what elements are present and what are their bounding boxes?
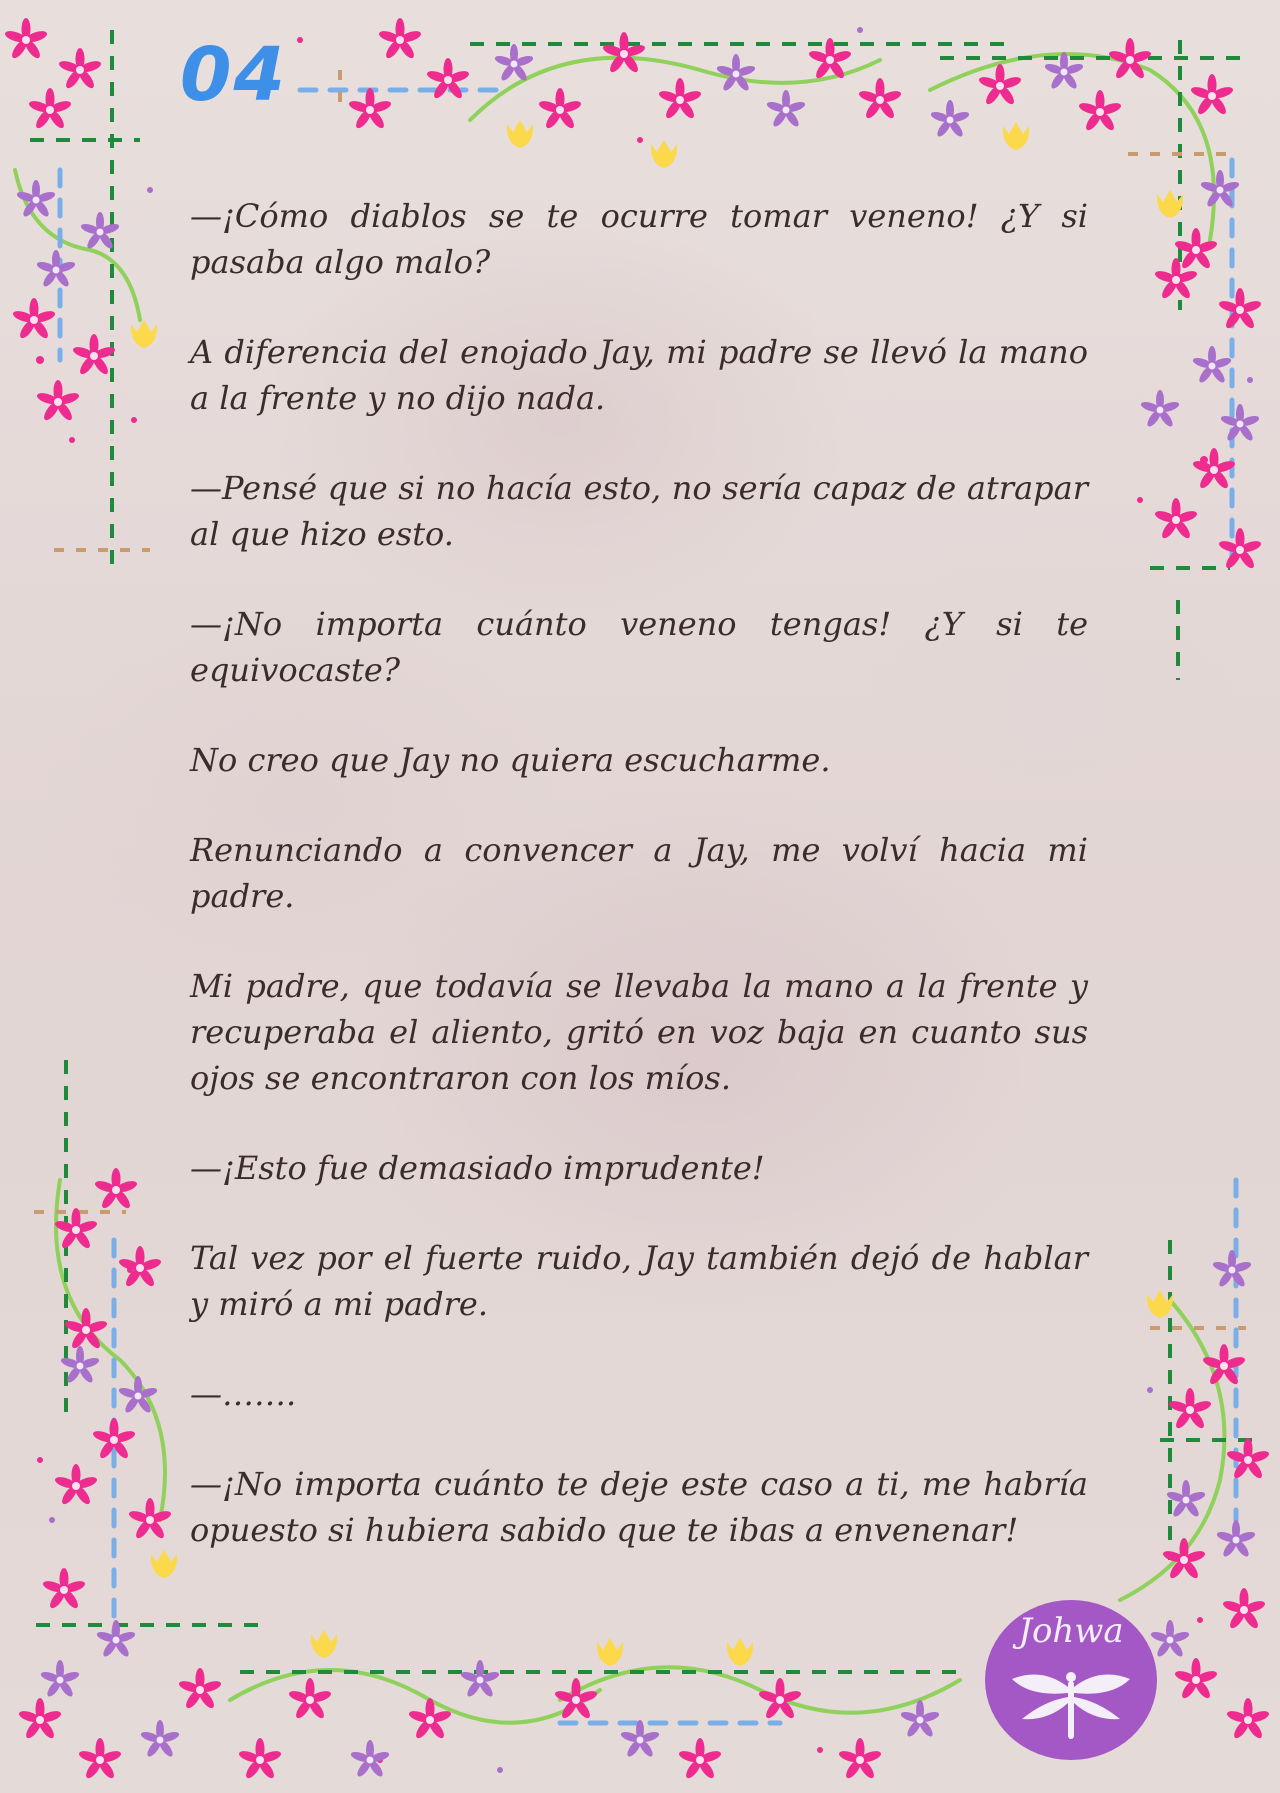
paragraph: —¡Esto fue demasiado imprudente! (190, 1149, 765, 1187)
paragraph: Mi padre, que todavía se llevaba la mano a la frente y recuperaba el aliento, gritó en voz baja en cuanto sus ojos se encontraron con los míos. (190, 967, 1088, 1097)
story-text (190, 193, 1088, 1597)
paragraph: —¡Cómo diablos se te ocurre tomar veneno! ¿Y si pasaba algo malo? (190, 197, 1088, 281)
paragraph: —Pensé que si no hacía esto, no sería capaz de atrapar al que hizo esto. (190, 469, 1088, 553)
paragraph: —¡No importa cuánto te deje este caso a ti, me habría opuesto si hubiera sabido que te ibas a envenenar! (190, 1465, 1088, 1549)
paragraph: No creo que Jay no quiera escucharme. (190, 741, 831, 779)
paragraph: —……. (190, 1375, 297, 1413)
paragraph: A diferencia del enojado Jay, mi padre se llevó la mano a la frente y no dijo nada. (190, 333, 1088, 417)
paragraph: Tal vez por el fuerte ruido, Jay también dejó de hablar y miró a mi padre. (190, 1239, 1088, 1323)
paragraph: —¡No importa cuánto veneno tengas! ¿Y si te equivocaste? (190, 605, 1088, 689)
watermark-text: Johwa (1018, 1611, 1124, 1651)
page-number: 04 (180, 32, 287, 118)
johwa-watermark-logo (982, 1597, 1160, 1763)
paragraph: Renunciando a convencer a Jay, me volví hacia mi padre. (190, 831, 1088, 915)
